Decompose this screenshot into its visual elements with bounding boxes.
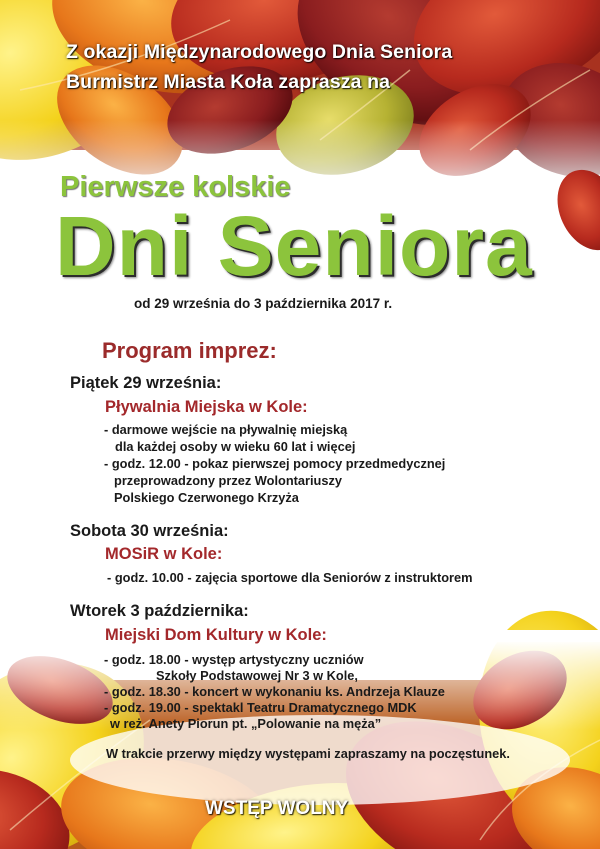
- venue-name: Miejski Dom Kultury w Kole:: [105, 626, 327, 644]
- intro-line-1: Z okazji Międzynarodowego Dnia Seniora: [66, 41, 453, 63]
- program-heading: Program imprez:: [102, 338, 277, 363]
- program-item: - godz. 12.00 - pokaz pierwszej pomocy przedmedycznej: [104, 456, 446, 471]
- event-dates: od 29 września do 3 października 2017 r.: [134, 296, 393, 311]
- free-entry-label: WSTĘP WOLNY: [205, 798, 349, 819]
- day-heading: Sobota 30 września:: [70, 522, 229, 540]
- program-item: - godz. 10.00 - zajęcia sportowe dla Seniorów z instruktorem: [107, 570, 473, 585]
- program-item: Szkoły Podstawowej Nr 3 w Kole,: [156, 668, 358, 683]
- refreshments-note: W trakcie przerwy między występami zapraszamy na poczęstunek.: [106, 746, 510, 761]
- program-item: - darmowe wejście na pływalnię miejską: [104, 422, 348, 437]
- program-item: Polskiego Czerwonego Krzyża: [114, 490, 299, 505]
- program-item: - godz. 18.30 - koncert w wykonaniu ks. Andrzeja Klauze: [104, 684, 445, 699]
- event-title: Dni Seniora: [55, 199, 533, 293]
- venue-name: MOSiR w Kole:: [105, 545, 223, 563]
- intro-line-2: Burmistrz Miasta Koła zaprasza na: [66, 71, 391, 93]
- day-heading: Piątek 29 września:: [70, 374, 222, 392]
- event-subtitle: Pierwsze kolskie: [60, 171, 291, 203]
- venue-name: Pływalnia Miejska w Kole:: [105, 398, 308, 416]
- program-item: w reż. Anety Piorun pt. „Polowanie na męża”: [110, 716, 382, 731]
- program-item: - godz. 19.00 - spektakl Teatru Dramatycznego MDK: [104, 700, 417, 715]
- day-heading: Wtorek 3 października:: [70, 602, 249, 620]
- program-item: przeprowadzony przez Wolontariuszy: [114, 473, 343, 488]
- program-item: - godz. 18.00 - występ artystyczny uczniów: [104, 652, 364, 667]
- program-item: dla każdej osoby w wieku 60 lat i więcej: [115, 439, 356, 454]
